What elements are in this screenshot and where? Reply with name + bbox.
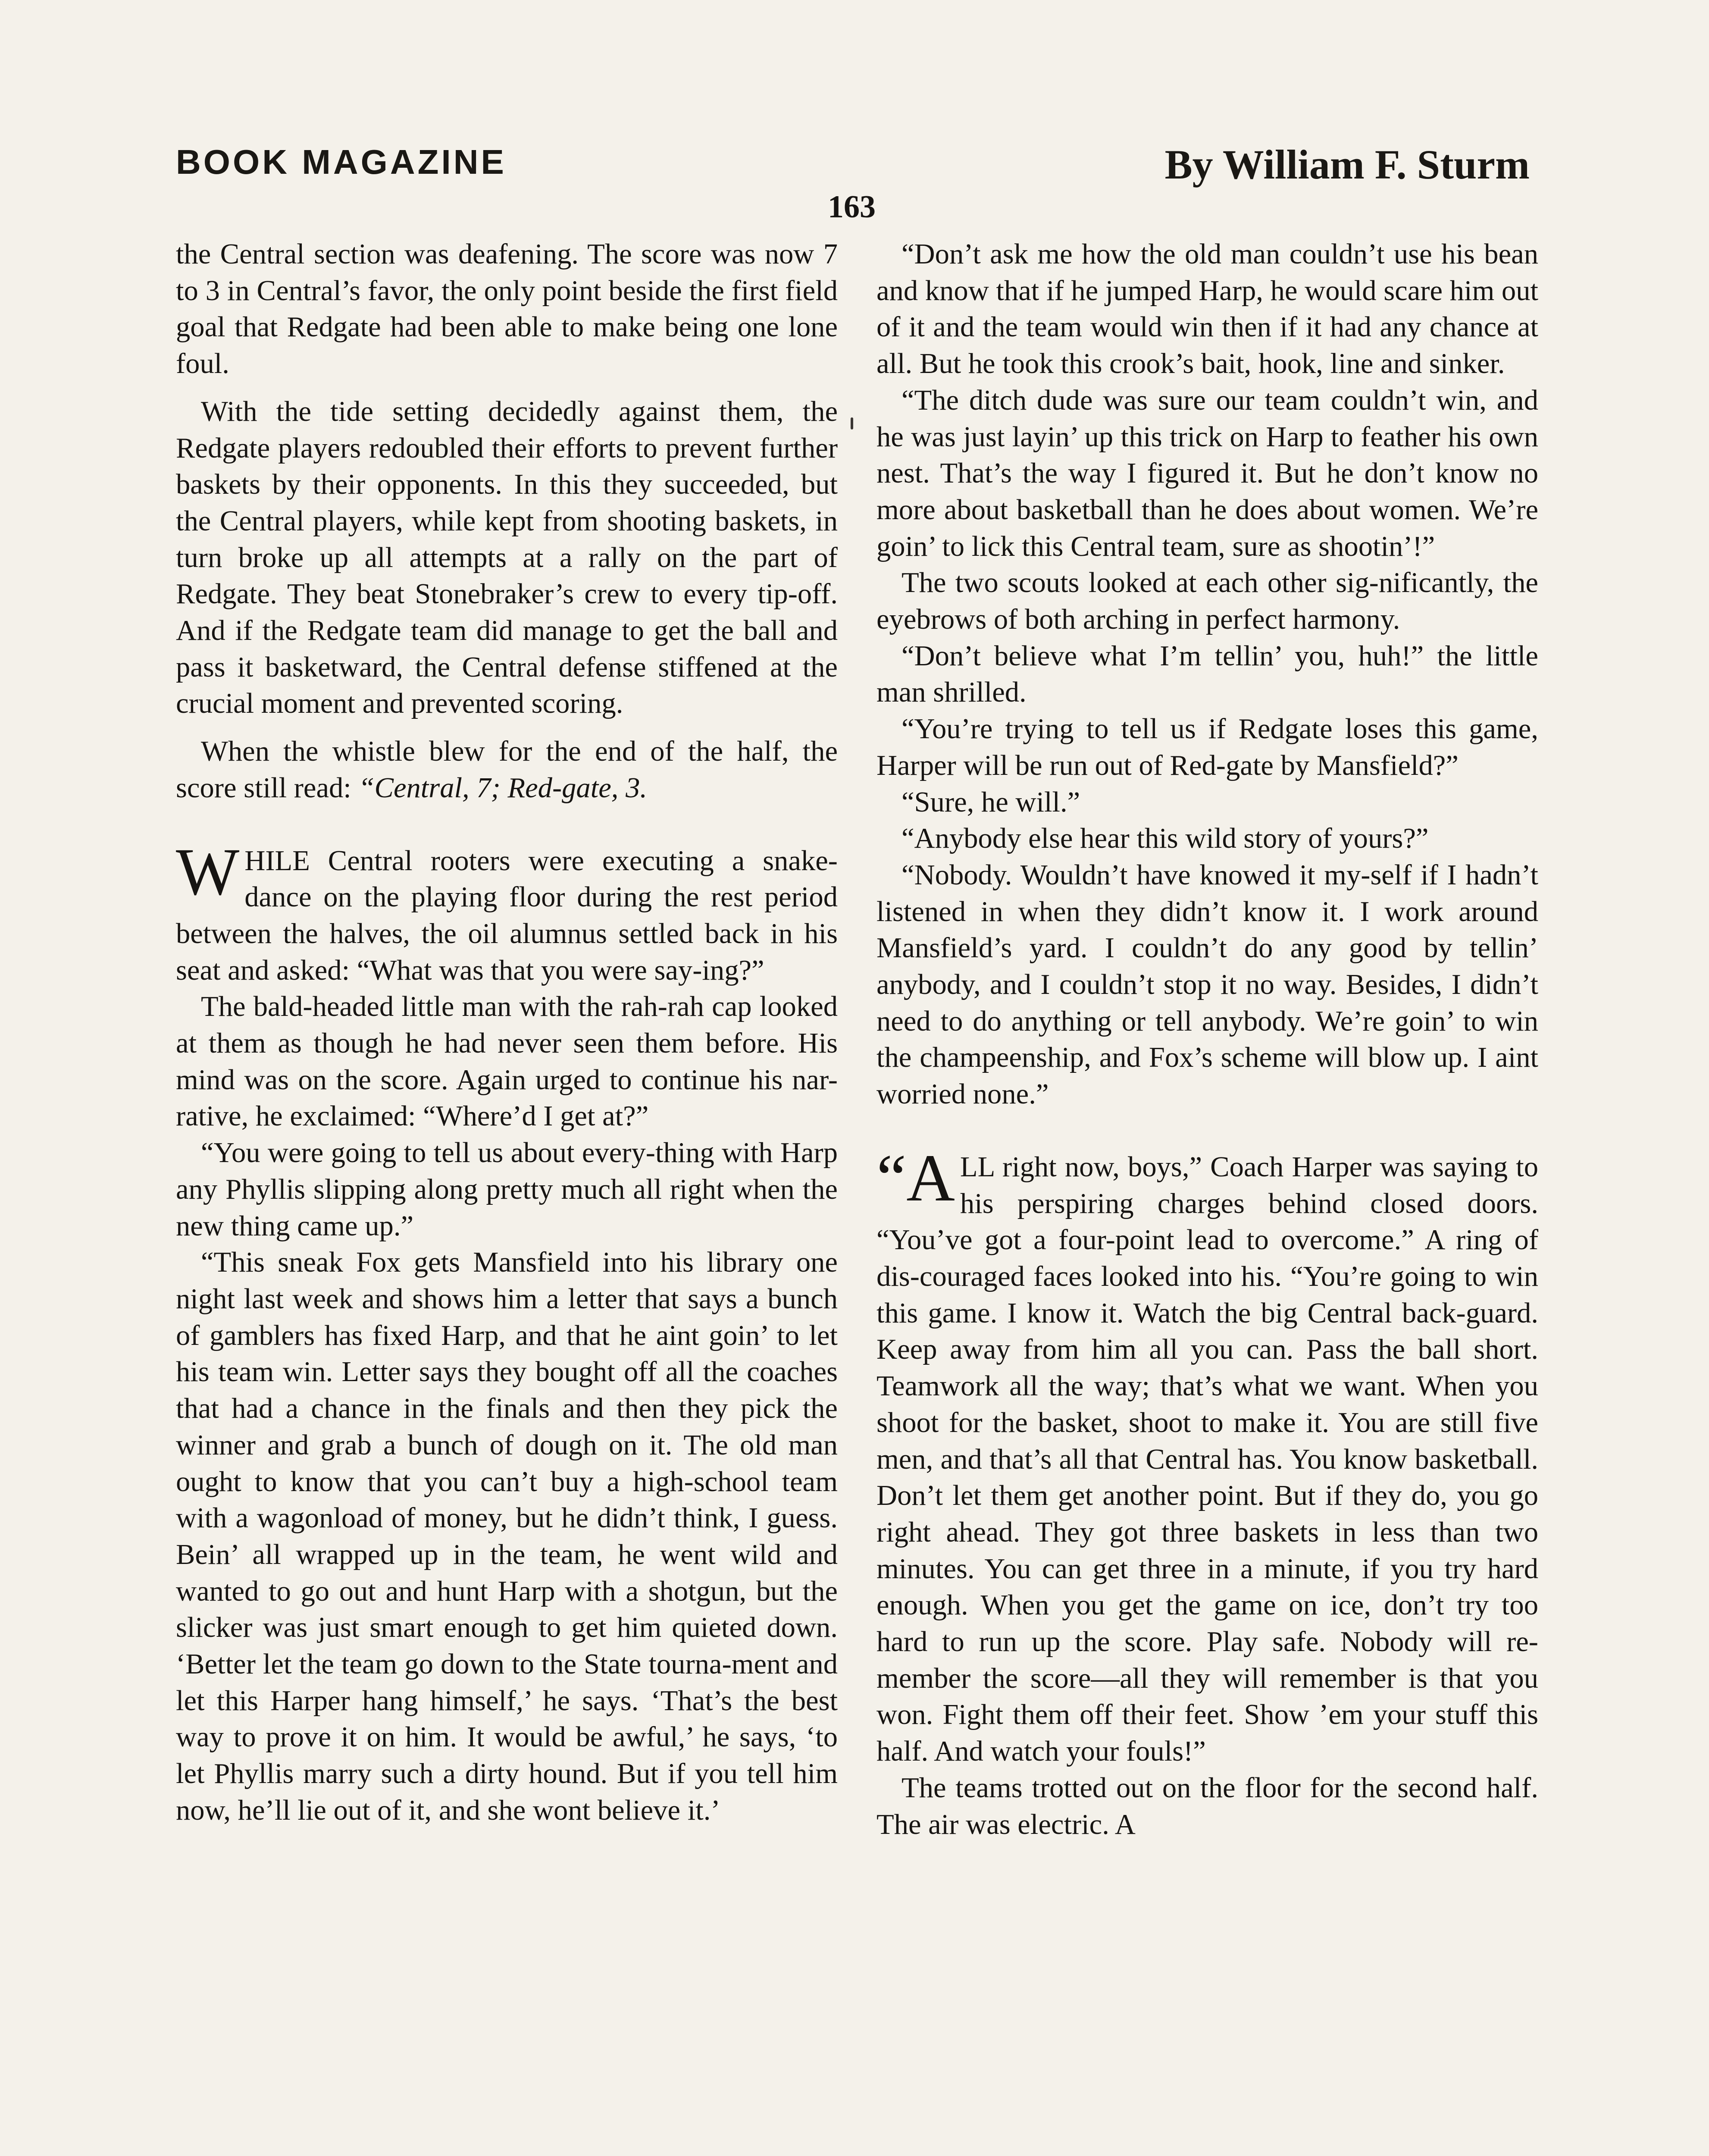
left-column: [176, 236, 838, 1829]
running-header-author: By William F. Sturm: [1164, 141, 1530, 188]
paragraph: The bald-headed little man with the rah-rah cap looked at them as though he had never seen them before. His mind was on the score. Again urged to continue his nar-rative, he exclaimed: “Where’d I get at?”: [176, 991, 838, 1132]
right-column: [876, 236, 1538, 1843]
paragraph: “You’re trying to tell us if Redgate loses this game, Harper will be run out of Red-gate by Mansfield?”: [876, 713, 1538, 781]
score-italic: “Central, 7; Red-gate, 3.: [358, 772, 648, 804]
paragraph: The two scouts looked at each other sig-nificantly, the eyebrows of both arching in perfect harmony.: [876, 567, 1538, 636]
paragraph: “Anybody else hear this wild story of yours?”: [901, 823, 1429, 855]
drop-cap: W: [176, 834, 240, 909]
paragraph: “Don’t believe what I’m tellin’ you, huh!” the little man shrilled.: [876, 640, 1538, 708]
paragraph: the Central section was deafening. The score was now 7 to 3 in Central’s favor, the only point beside the first field goal that Redgate had been able to make being one lone foul.: [176, 238, 838, 380]
paragraph: “The ditch dude was sure our team couldn’t win, and he was just layin’ up this trick on Harp to feather his own nest. That’s the way I figured it. But he don’t know no more about basketball than he does about women. We’re goin’ to lick this Central team, sure as shootin’!”: [876, 384, 1538, 562]
paragraph-text: LL right now, boys,” Coach Harper was saying to his perspiring charges behind closed doors. “You’ve got a four-point lead to overcome.” A ring of dis-couraged faces looked into his. “You’re going to win this game. I know it. Watch the big Central back-guard. Keep away from him all you can. Pass the ball short. Teamwork all the way; that’s what we want. When you shoot for the basket, shoot to make it. You are still five men, and that’s all that Central has. You know basketball. Don’t let them get another point. But if they do, you go right ahead. They got three baskets in less than two minutes. You can get three in a minute, if you try hard enough. When you get the game on ice, don’t try too hard to run up the score. Play safe. Nobody will re-member the score—all they will remember is that you won. Fight them off their feet. Show ’em your stuff this half. And watch your fouls!”: [876, 1151, 1538, 1767]
open-quote: “: [876, 1140, 907, 1215]
paragraph: [176, 733, 838, 806]
drop-cap-letter: A: [906, 1140, 955, 1215]
drop-cap: [876, 1140, 955, 1215]
paragraph: “This sneak Fox gets Mansfield into his library one night last week and shows him a letter that says a bunch of gamblers has fixed Harp, and that he aint goin’ to let his team win. Letter says they bought off all the coaches that had a chance in the finals and then they pick the winner and grab a bunch of dough on it. The old man ought to know that you can’t buy a high-school team with a wagonload of money, but he didn’t think, I guess. Bein’ all wrapped up in the team, he went wild and wanted to go out and hunt Harp with a shotgun, but the slicker was just smart enough to get him quieted down. ‘Better let the team go down to the State tourna-ment and let this Harper hang himself,’ he says. ‘That’s the best way to prove it on him. It would be awful,’ he says, ‘to let Phyllis marry such a dirty hound. But if you tell him now, he’ll lie out of it, and she wont believe it.’: [176, 1247, 838, 1826]
paragraph: With the tide setting decidedly against them, the Redgate players redoubled their efforts to prevent further baskets by their opponents. In this they succeeded, but the Central players, while kept from shooting baskets, in turn broke up all attempts at a rally on the part of Redgate. They beat Stonebraker’s crew to every tip-off. And if the Redgate team did manage to get the ball and pass it basketward, the Central defense stiffened at the crucial moment and prevented scoring.: [176, 395, 838, 720]
paragraph: The teams trotted out on the floor for the second half. The air was electric. A: [876, 1772, 1538, 1840]
paragraph-text: When the whistle blew for the end of the half, the score still read:: [176, 736, 838, 804]
print-speck: [851, 417, 853, 429]
paragraph: “Don’t ask me how the old man couldn’t use his bean and know that if he jumped Harp, he would scare him out of it and the team would win then if it had any chance at all. But he took this crook’s bait, hook, line and sinker.: [876, 238, 1538, 380]
paragraph: “You were going to tell us about every-thing with Harp any Phyllis slipping along pretty much all right when the new thing came up.”: [176, 1137, 838, 1242]
page-number: 163: [828, 189, 876, 225]
paragraph: “Sure, he will.”: [901, 786, 1080, 818]
paragraph: “Nobody. Wouldn’t have knowed it my-self if I hadn’t listened in when they didn’t know it. I work around Mansfield’s yard. I couldn’t do any good by tellin’ anybody, and I couldn’t stop it no way. Besides, I didn’t need to do anything or tell anybody. We’re goin’ to win the champeenship, and Fox’s scheme will blow up. I aint worried none.”: [876, 859, 1538, 1110]
section-opening-paragraph: [876, 1140, 1538, 1770]
paragraph-text: HILE Central rooters were executing a snake-dance on the playing floor during the rest period between the halves, the oil alumnus settled back in his seat and asked: “What was that you were say-ing?”: [176, 845, 838, 986]
running-header-magazine: BOOK MAGAZINE: [176, 143, 507, 181]
section-opening-paragraph: [176, 834, 838, 989]
